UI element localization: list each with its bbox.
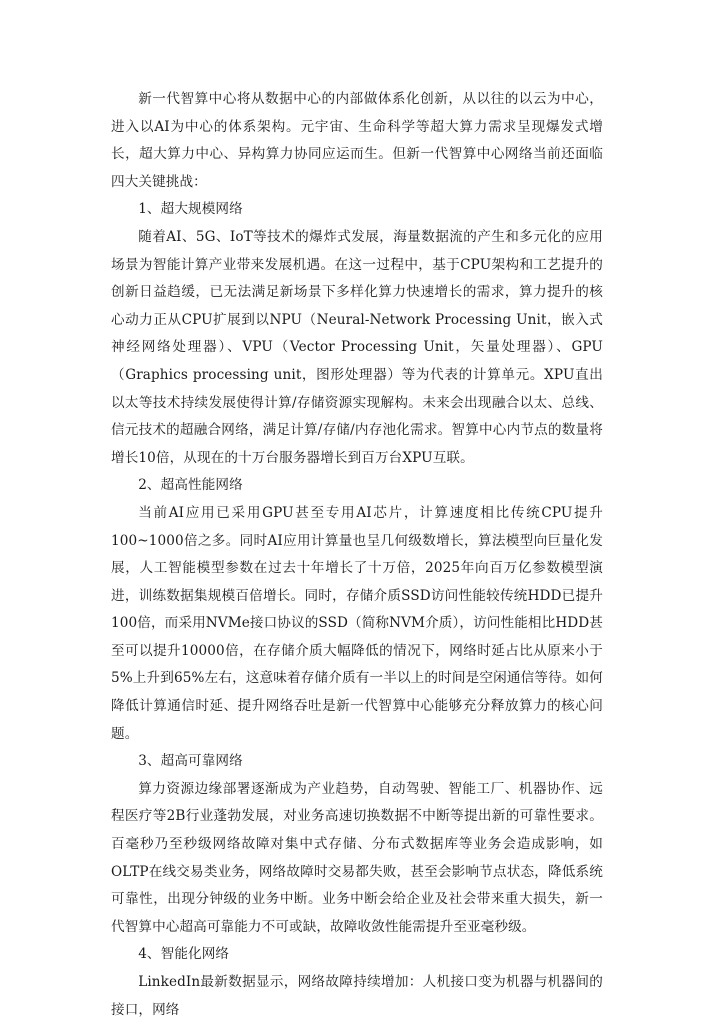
intro-paragraph: 新一代智算中心将从数据中心的内部做体系化创新，从以往的以云为中心，进入以AI为中心的体系架构。元宇宙、生命科学等超大算力需求呈现爆发式增长，超大算力中心、异构算力协同应运而生。但新一代智算中心网络当前还面临四大关键挑战： xyxy=(111,91,603,190)
document-body xyxy=(111,86,603,1024)
section-heading-3: 3、超高可靠网络 xyxy=(138,753,243,770)
section-paragraph-1: 随着AI、5G、IoT等技术的爆炸式发展，海量数据流的产生和多元化的应用场景为智能计算产业带来发展机遇。在这一过程中，基于CPU架构和工艺提升的创新日益趋缓，已无法满足新场景下多样化算力快速增长的需求，算力提升的核心动力正从CPU扩展到以NPU（Neural-Network Processing Unit，嵌入式神经网络处理器）、VPU（Vector Processing Unit，矢量处理器）、GPU（Graphics processing unit，图形处理器）等为代表的计算单元。XPU直出以太等技术持续发展使得计算/存储资源实现解构。未来会出现融合以太、总线、信元技术的超融合网络，满足计算/存储/内存池化需求。智算中心内节点的数量将增长10倍，从现在的十万台服务器增长到百万台XPU互联。 xyxy=(111,228,603,466)
section-heading-4: 4、智能化网络 xyxy=(138,946,230,963)
section-heading-1: 1、超大规模网络 xyxy=(138,201,243,218)
section-heading-2: 2、超高性能网络 xyxy=(138,477,243,494)
section-paragraph-4: LinkedIn最新数据显示，网络故障持续增加：人机接口变为机器与机器间的接口，网络 xyxy=(111,974,603,1018)
section-paragraph-2: 当前AI应用已采用GPU甚至专用AI芯片，计算速度相比传统CPU提升100~1000倍之多。同时AI应用计算量也呈几何级数增长，算法模型向巨量化发展，人工智能模型参数在过去十年增长了十万倍，2025年向百万亿参数模型演进，训练数据集规模百倍增长。同时，存储介质SSD访问性能较传统HDD已提升100倍，而采用NVMe接口协议的SSD（简称NVM介质），访问性能相比HDD甚至可以提升10000倍，在存储介质大幅降低的情况下，网络时延占比从原来小于5%上升到65%左右，这意味着存储介质有一半以上的时间是空闲通信等待。如何降低计算通信时延、提升网络吞吐是新一代智算中心能够充分释放算力的核心问题。 xyxy=(111,504,603,742)
section-paragraph-3: 算力资源边缘部署逐渐成为产业趋势，自动驾驶、智能工厂、机器协作、远程医疗等2B行业蓬勃发展，对业务高速切换数据不中断等提出新的可靠性要求。百毫秒乃至秒级网络故障对集中式存储、分布式数据库等业务会造成影响，如OLTP在线交易类业务，网络故障时交易都失败，甚至会影响节点状态，降低系统可靠性，出现分钟级的业务中断。业务中断会给企业及社会带来重大损失，新一代智算中心超高可靠能力不可或缺，故障收敛性能需提升至亚毫秒级。 xyxy=(111,780,603,935)
